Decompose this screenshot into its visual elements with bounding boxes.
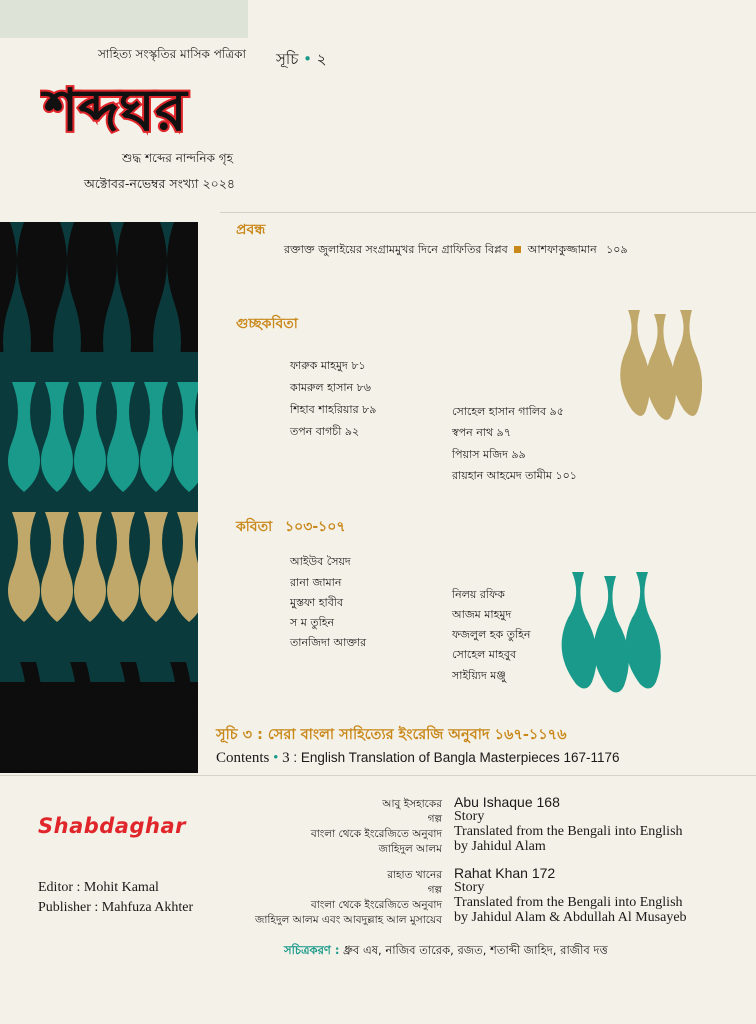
entry-title: রক্তাক্ত জুলাইয়ের সংগ্রামমুখর দিনে গ্রাফিতির বিপ্লব <box>284 243 508 256</box>
divider <box>220 212 756 213</box>
page-number: ৯৫ <box>549 405 564 418</box>
bn-translator: জাহিদুল আলম <box>378 843 442 855</box>
list-item[interactable]: স ম তুহিন <box>290 616 335 629</box>
list-item[interactable]: সাইয়্যিদ মঞ্জু <box>452 669 506 682</box>
illustration-label: সচিত্রকরণ : <box>284 943 340 957</box>
contents-description: : English Translation of Bangla Masterpieces 167-1176 <box>293 750 620 765</box>
page-number: ৯৯ <box>511 448 526 461</box>
author-name: রায়হান আহমেদ তামীম <box>452 469 552 482</box>
en-translator: by Jahidul Alam & Abdullah Al Musayeb <box>454 910 687 925</box>
illustration-credit <box>284 942 608 961</box>
teal-figures-ornament <box>548 566 672 694</box>
publisher-credit: Publisher : Mahfuza Akhter <box>38 900 194 915</box>
list-item[interactable] <box>290 401 376 420</box>
en-note: Translated from the Bengali into English <box>454 824 683 839</box>
list-item[interactable] <box>290 423 359 442</box>
page-number: ৯২ <box>344 425 360 438</box>
bn-genre: গল্প <box>427 813 442 825</box>
list-item[interactable]: আজম মাহমুদ <box>452 608 512 621</box>
logo-text: শব্দঘর <box>44 76 187 144</box>
list-item[interactable] <box>452 467 577 486</box>
author-name: পিয়াস মজিদ <box>452 448 508 461</box>
kobita-label: কবিতা <box>236 519 273 535</box>
entry-author: আশফাকুজ্জামান <box>527 243 597 256</box>
bullet-icon: • <box>273 750 279 766</box>
brand-wordmark: Shabdaghar <box>38 814 186 838</box>
en-translator: by Jahidul Alam <box>454 839 546 854</box>
list-item[interactable]: রানা জামান <box>290 576 342 589</box>
decorative-pattern-artwork <box>0 222 198 773</box>
corner-swatch <box>0 0 248 38</box>
masthead-subtitle: শুদ্ধ শব্দের নান্দনিক গৃহ <box>122 151 233 165</box>
bn-author: রাহাত খানের <box>387 869 442 881</box>
section-title-guccho: গুচ্ছকবিতা <box>236 316 298 332</box>
issue-label: অক্টোবর-নভেম্বর সংখ্যা ২০২৪ <box>84 176 235 191</box>
en-title[interactable]: Abu Ishaque 168 <box>454 794 560 810</box>
list-item[interactable]: আইউব সৈয়দ <box>290 555 351 568</box>
page-header-label: সূচি <box>276 50 299 68</box>
en-title[interactable]: Rahat Khan 172 <box>454 865 556 881</box>
masthead-tagline: সাহিত্য সংস্কৃতির মাসিক পত্রিকা <box>98 47 247 61</box>
page-number: ১০১ <box>555 469 577 482</box>
entry-page: ১০৯ <box>606 243 628 256</box>
page-header <box>276 48 326 73</box>
author-name: কামরুল হাসান <box>290 381 354 394</box>
list-item[interactable]: নিলয় রফিক <box>452 588 505 601</box>
bullet-icon: • <box>303 50 312 68</box>
list-item[interactable] <box>452 403 564 422</box>
divider <box>0 775 756 776</box>
page-number: ৮৬ <box>356 381 371 394</box>
bn-genre: গল্প <box>427 884 442 896</box>
author-name: শিহাব শাহরিয়ার <box>290 403 359 416</box>
illustration-names: ধ্রুব এষ, নাজিব তারেক, রজত, শতাব্দী জাহিদ, রাজীব দত্ত <box>343 943 608 957</box>
bn-note: বাংলা থেকে ইংরেজিতে অনুবাদ <box>310 899 442 911</box>
section-title-probondho: প্রবন্ধ <box>236 222 266 238</box>
page-header-number: ২ <box>316 50 327 68</box>
gold-figures-ornament <box>608 306 702 426</box>
list-item[interactable]: তানজিদা আক্তার <box>290 636 367 649</box>
page-number: ৯৭ <box>496 426 511 439</box>
author-name: সোহেল হাসান গালিব <box>452 405 547 418</box>
suchi3-heading: সূচি ৩ : সেরা বাংলা সাহিত্যের ইংরেজি অনুবাদ ১৬৭-১১৭৬ <box>216 727 567 743</box>
en-note: Translated from the Bengali into English <box>454 895 683 910</box>
list-item[interactable] <box>290 379 371 398</box>
probondho-entry[interactable] <box>284 241 628 260</box>
page-number: ৮১ <box>351 359 366 372</box>
bn-note: বাংলা থেকে ইংরেজিতে অনুবাদ <box>310 828 442 840</box>
contents-line <box>216 750 620 767</box>
contents-label: Contents <box>216 750 270 766</box>
author-name: স্বপন নাথ <box>452 426 494 439</box>
bn-translator: জাহিদুল আলম এবং আবদুল্লাহ আল মুসায়েব <box>254 914 442 926</box>
page-number: ৮৯ <box>362 403 377 416</box>
contents-number: 3 <box>282 750 290 766</box>
author-name: ফারুক মাহমুদ <box>290 359 348 372</box>
list-item[interactable] <box>290 357 366 376</box>
masthead-logo <box>40 64 250 146</box>
editor-credit: Editor : Mohit Kamal <box>38 880 159 895</box>
bn-author: আবু ইসহাকের <box>382 798 442 810</box>
list-item[interactable] <box>452 424 511 443</box>
en-genre: Story <box>454 809 485 824</box>
en-genre: Story <box>454 880 485 895</box>
list-item[interactable]: ফজলুল হক তুহিন <box>452 628 531 641</box>
square-bullet-icon <box>514 246 521 253</box>
author-name: তপন বাগচী <box>290 425 342 438</box>
list-item[interactable]: সোহেল মাহবুব <box>452 648 517 661</box>
list-item[interactable]: মুস্তফা হাবীব <box>290 596 344 609</box>
kobita-pages: ১০৩-১০৭ <box>285 519 346 535</box>
section-title-kobita <box>236 515 345 539</box>
list-item[interactable] <box>452 446 526 465</box>
